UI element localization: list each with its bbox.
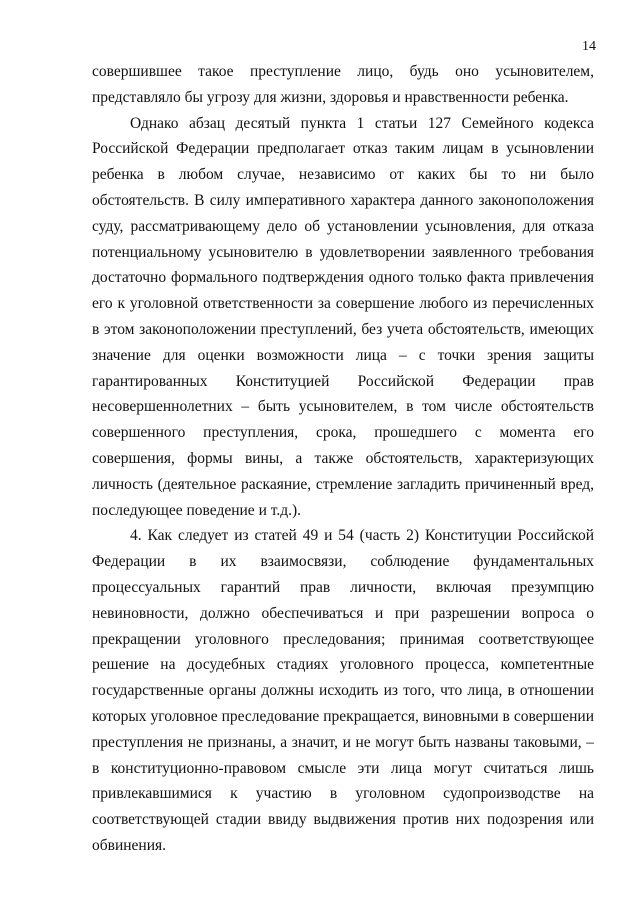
paragraph-family-code: Однако абзац десятый пункта 1 статьи 127 Семейного кодекса Российской Федерации предполагает отказ таким лицам в усыновлении ребенка в любом случае, независимо от каких бы то ни было обстоятельств. В силу императивного характера данного законоположения суду, рассматривающему дело об установлении усыновления, для отказа потенциальному усыновителю в удовлетворении заявленного требования достаточно формального подтверждения одного только факта привлечения его к уголовной ответственности за совершение любого из перечисленных в этом законоположении преступлений, без учета обстоятельств, имеющих значение для оценки возможности лица – с точки зрения защиты гарантированных Конституцией Российской Федерации прав несовершеннолетних – быть усыновителем, в том числе обстоятельств совершенного преступления, срока, прошедшего с момента его совершения, формы вины, а также обстоятельств, характеризующих личность (деятельное раскаяние, стремление загладить причиненный вред, последующее поведение и т.д.).	[92, 114, 594, 519]
paragraph-point-4: 4. Как следует из статей 49 и 54 (часть 2) Конституции Российской Федерации в их взаимосвязи, соблюдение фундаментальных процессуальных гарантий прав личности, включая презумпцию невиновности, должно обеспечиваться и при разрешении вопроса о прекращении уголовного преследования; принимая соответствующее решение на досудебных стадиях уголовного процесса, компетентные государственные органы должны исходить из того, что лица, в отношении которых уголовное преследование прекращается, виновными в совершении преступления не признаны, а значит, и не могут быть названы таковыми, – в конституционно-правовом смысле эти лица могут считаться лишь привлекавшимися к участию в уголовном судопроизводстве на соответствующей стадии ввиду выдвижения против них подозрения или обвинения.	[92, 527, 594, 854]
document-body	[92, 59, 594, 859]
page-number: 14	[582, 39, 596, 54]
paragraph-continuation: совершившее такое преступление лицо, будь оно усыновителем, представляло бы угрозу для жизни, здоровья и нравственности ребенка.	[92, 63, 594, 106]
